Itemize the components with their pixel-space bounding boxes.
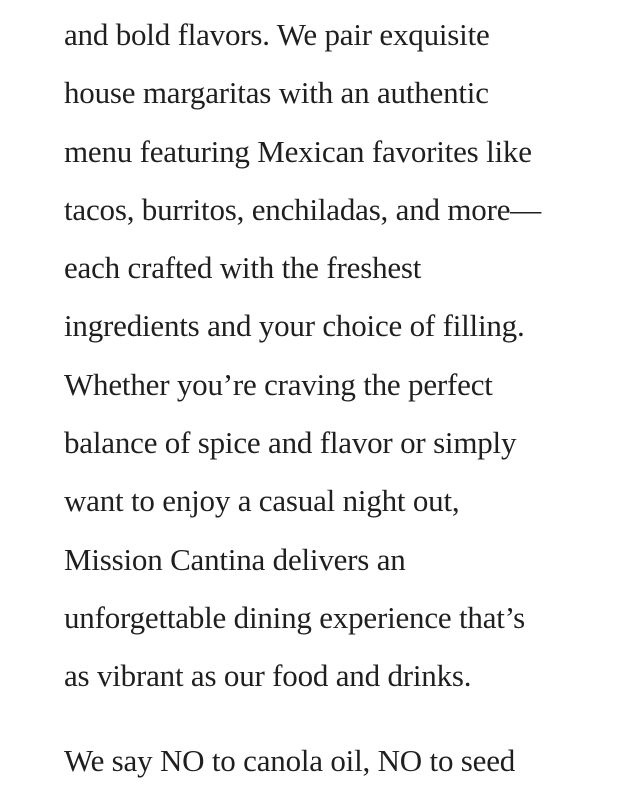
paragraph-about-menu — [64, 6, 541, 706]
text-line: We say NO to canola oil, NO to seed — [64, 743, 516, 778]
text-line: and bold flavors. We pair exquisite — [64, 17, 490, 52]
text-line: menu featuring Mexican favorites like — [64, 133, 532, 169]
text-line: balance of spice and flavor or simply — [64, 425, 517, 461]
text-line: house margaritas with an authentic — [64, 75, 489, 111]
text-line: as vibrant as our food and drinks. — [64, 658, 472, 694]
text-line: each crafted with the freshest — [64, 250, 422, 286]
paragraph-ingredients — [64, 732, 515, 790]
text-line: want to enjoy a casual night out, — [64, 483, 460, 519]
text-line: tacos, burritos, enchiladas, and more— — [64, 191, 542, 227]
text-line: unforgettable dining experience that’s — [64, 599, 525, 635]
text-line: Whether you’re craving the perfect — [64, 366, 493, 402]
text-line: Mission Cantina delivers an — [64, 541, 406, 577]
text-line: ingredients and your choice of filling. — [64, 308, 525, 344]
